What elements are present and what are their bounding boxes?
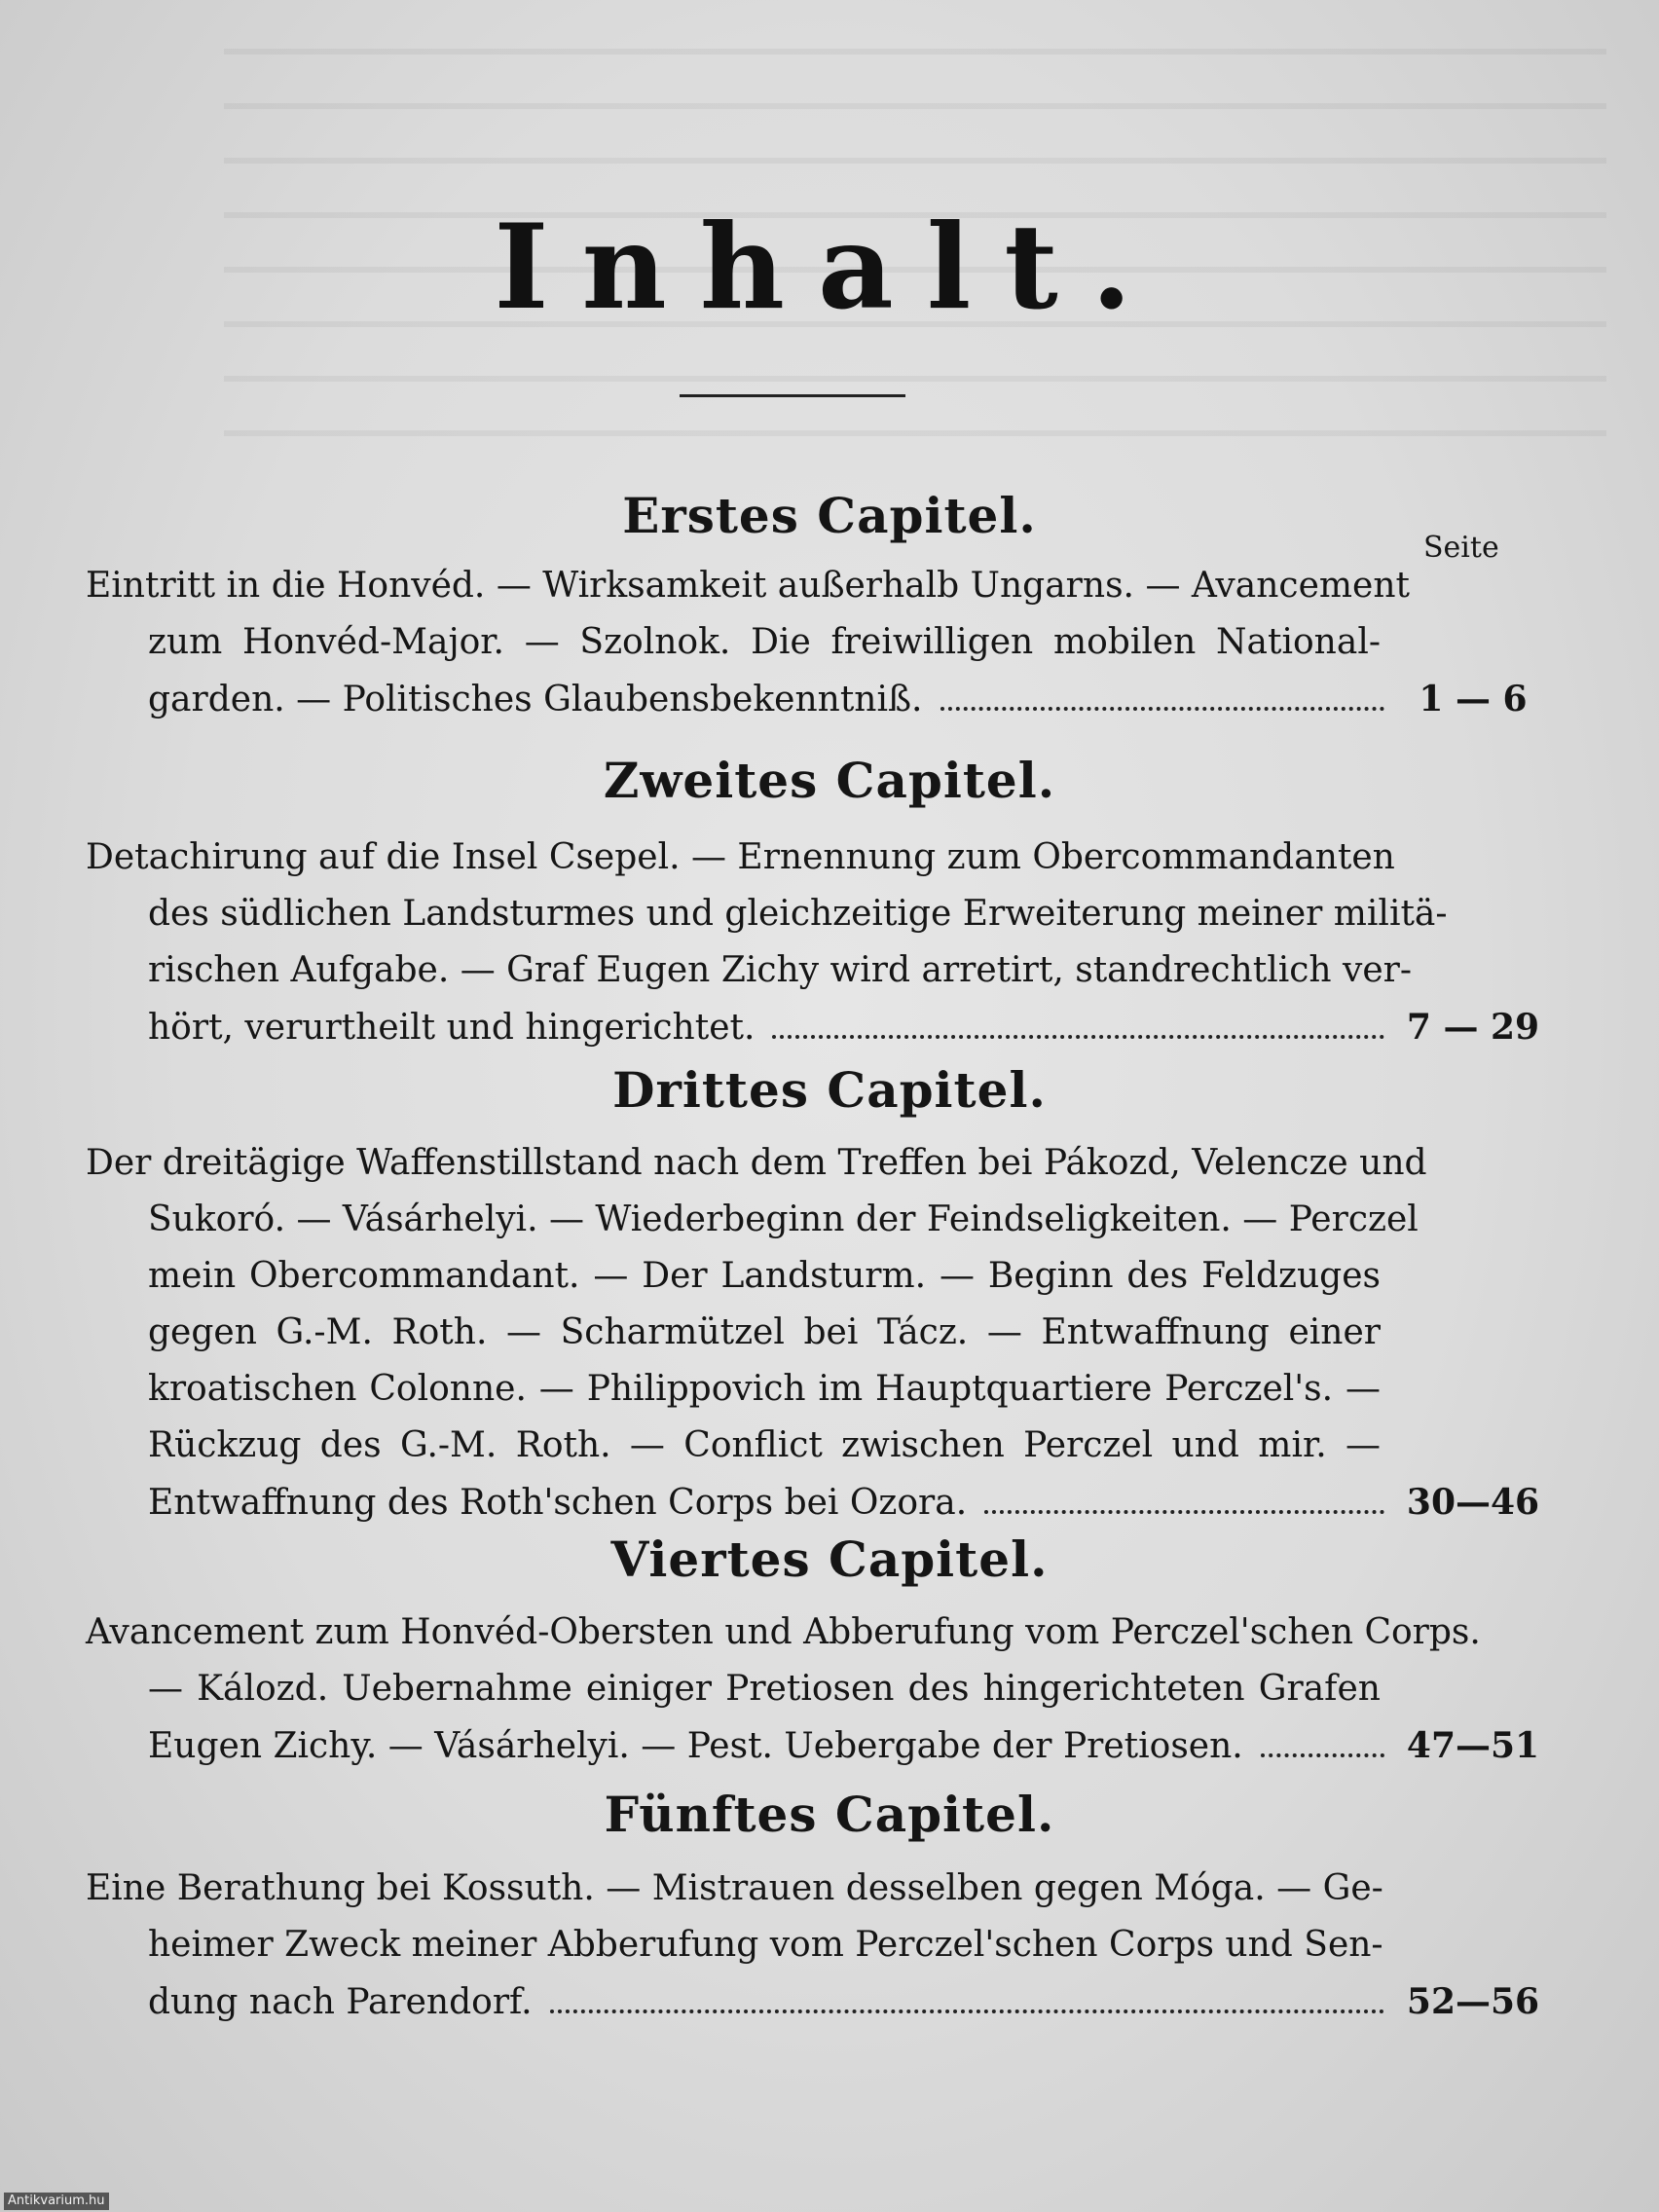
chapter-entry-1: [86, 558, 1546, 727]
chapter-heading-4: Viertes Capitel.: [610, 1530, 1049, 1588]
page-title: Inhalt.: [494, 199, 1165, 336]
dot-leader: [984, 1509, 1384, 1514]
page-range: 52—56: [1406, 1981, 1540, 2022]
entry-line: Entwaffnung des Roth'schen Corps bei Ozora.: [148, 1483, 968, 1523]
entry-line: Sukoró. — Vásárhelyi. — Wiederbeginn der Feindseligkeiten. — Perczel: [148, 1199, 1419, 1239]
chapter-heading-3: Drittes Capitel.: [612, 1061, 1047, 1119]
entry-line: — Kálozd. Uebernahme einiger Pretiosen des hingerichteten Grafen: [148, 1669, 1381, 1709]
entry-line: mein Obercommandant. — Der Landsturm. — Beginn des Feldzuges: [148, 1256, 1381, 1296]
chapter-heading-1: Erstes Capitel.: [622, 487, 1037, 544]
entry-line: Eine Berathung bei Kossuth. — Mistrauen desselben gegen Móga. — Ge-: [86, 1868, 1383, 1908]
entry-last-line: [86, 1717, 1546, 1774]
page-column-label: Seite: [1423, 531, 1499, 565]
entry-last-line: [86, 671, 1546, 727]
entry-last-line: [86, 999, 1546, 1055]
chapter-entry-2: [86, 830, 1546, 1055]
entry-line: gegen G.-M. Roth. — Scharmützel bei Tácz. — Entwaffnung einer: [148, 1312, 1381, 1352]
entry-line: dung nach Parendorf.: [148, 1982, 533, 2022]
page-range: 30—46: [1406, 1482, 1540, 1523]
entry-line: kroatischen Colonne. — Philippovich im Hauptquartiere Perczel's. —: [148, 1369, 1381, 1409]
entry-line: Der dreitägige Waffenstillstand nach dem Treffen bei Pákozd, Velencze und: [86, 1143, 1427, 1183]
entry-line: hört, verurtheilt und hingerichtet.: [148, 1008, 756, 1048]
entry-last-line: [86, 1973, 1546, 2030]
watermark-label: Antikvarium.hu: [4, 2193, 109, 2210]
dot-leader: [940, 706, 1385, 711]
chapter-entry-4: [86, 1604, 1546, 1774]
entry-line: Eintritt in die Honvéd. — Wirksamkeit außerhalb Ungarns. — Avancement: [86, 566, 1410, 606]
title-rule: [680, 394, 905, 397]
chapter-entry-5: [86, 1861, 1546, 2030]
chapter-entry-3: [86, 1135, 1546, 1530]
entry-line: Eugen Zichy. — Vásárhelyi. — Pest. Uebergabe der Pretiosen.: [148, 1726, 1243, 1766]
page-range: 47—51: [1406, 1725, 1540, 1766]
page-range: 7 — 29: [1406, 1007, 1540, 1048]
dot-leader: [772, 1034, 1384, 1039]
entry-line: garden. — Politisches Glaubensbekenntniß.: [148, 680, 923, 719]
entry-line: rischen Aufgabe. — Graf Eugen Zichy wird arretirt, standrechtlich ver-: [148, 950, 1413, 990]
entry-line: Detachirung auf die Insel Csepel. — Ernennung zum Obercommandanten: [86, 837, 1395, 877]
entry-line: Avancement zum Honvéd-Obersten und Abberufung vom Perczel'schen Corps.: [86, 1612, 1481, 1652]
entry-last-line: [86, 1474, 1546, 1530]
dot-leader: [1261, 1752, 1384, 1757]
entry-line: heimer Zweck meiner Abberufung vom Perczel'schen Corps und Sen-: [148, 1925, 1383, 1965]
entry-line: zum Honvéd-Major. — Szolnok. Die freiwilligen mobilen National-: [148, 622, 1381, 662]
chapter-heading-5: Fünftes Capitel.: [604, 1786, 1055, 1843]
entry-line: des südlichen Landsturmes und gleichzeitige Erweiterung meiner militä-: [148, 894, 1448, 934]
chapter-heading-2: Zweites Capitel.: [603, 752, 1056, 809]
dot-leader: [550, 2009, 1384, 2013]
page-range: 1 — 6: [1419, 679, 1528, 719]
entry-line: Rückzug des G.-M. Roth. — Conflict zwischen Perczel und mir. —: [148, 1425, 1381, 1465]
